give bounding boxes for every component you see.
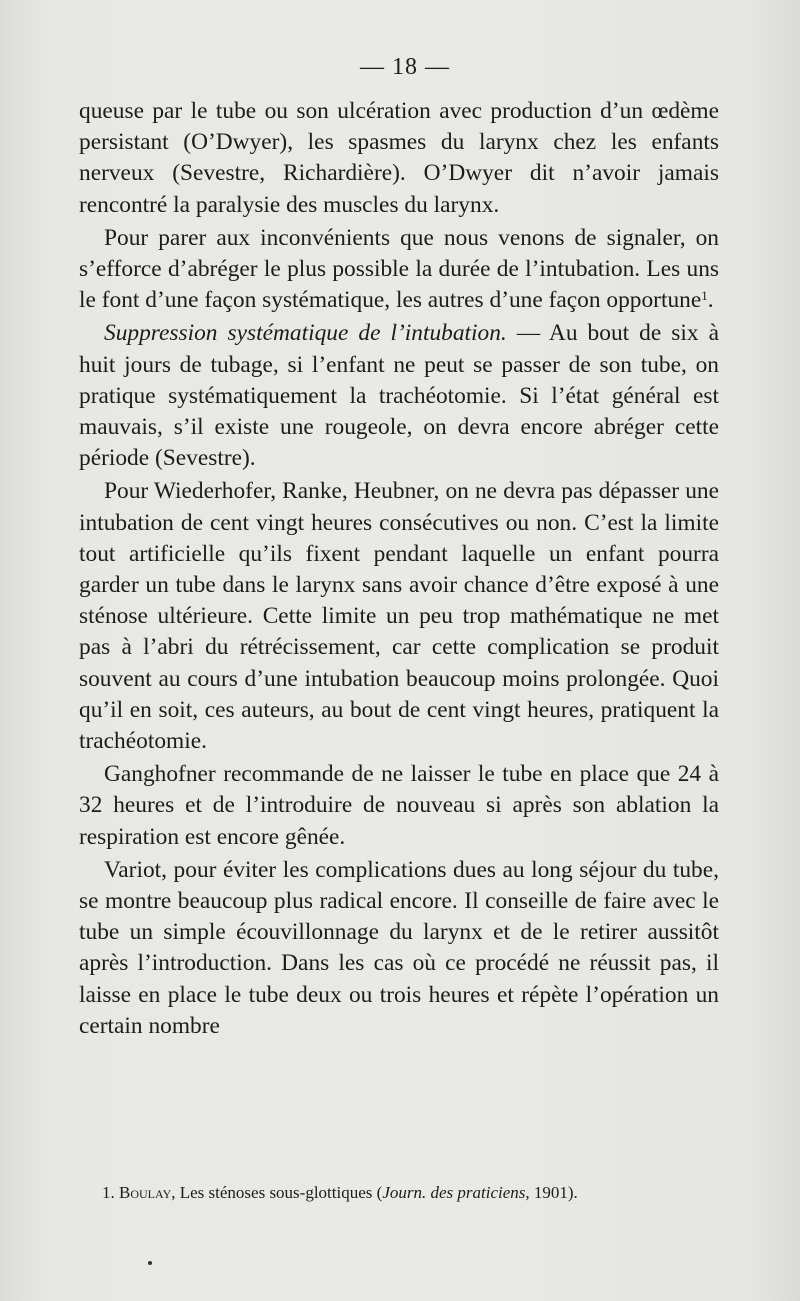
footnote-marker: 1. xyxy=(102,1183,115,1202)
paragraph-4: Pour Wiederhofer, Ranke, Heubner, on ne devra pas dépasser une intubation de cent vingt heures consécutives ou non. C’est la limite tout artificielle qu’ils fixent pendant laquelle un enfant pourra garder un tube dans le larynx sans avoir chance d’être exposé à une sténose ultérieure. Cette limite un peu trop mathématique ne met pas à l’abri du rétrécissement, car cette complication se produit souvent au cours d’une intubation beaucoup moins prolongée. Quoi qu’il en soit, ces auteurs, au bout de cent vingt heures, pratiquent la trachéotomie. xyxy=(79,478,719,755)
paragraph-1: queuse par le tube ou son ulcération avec production d’un œdème persistant (O’Dwyer), les spasmes du larynx chez les enfants nerveux (Sevestre, Richardière). O’Dwyer dit n’avoir jamais rencontré la paralysie des muscles du larynx. xyxy=(79,98,719,218)
footnote-author: Boulay, xyxy=(119,1183,176,1202)
paragraph-5: Ganghofner recommande de ne laisser le tube en place que 24 à 32 heures et de l’introduire de nouveau si après son ablation la respiration est encore gênée. xyxy=(79,761,719,850)
paragraph-6: Variot, pour éviter les complications dues au long séjour du tube, se montre beaucoup plus radical encore. Il conseille de faire avec le tube un simple écouvillonnage du larynx et de le retirer aussitôt après l’introduction. Dans les cas où ce procédé ne réussit pas, il laisse en place le tube deux ou trois heures et répète l’opération un certain nombre xyxy=(79,856,719,1039)
footnote-journal: Journ. des praticiens, xyxy=(382,1183,530,1202)
footnote-year: 1901). xyxy=(529,1183,578,1202)
paragraph-3 xyxy=(79,318,719,474)
footnote-reference: 1 xyxy=(701,288,708,304)
body-text xyxy=(79,96,719,1042)
footnote-title: Les sténoses sous-glottiques ( xyxy=(175,1183,383,1202)
paragraph-2-text: Pour parer aux inconvénients que nous venons de signaler, on s’efforce d’abréger le plus possible la durée de l’intubation. Les uns le font d’une façon systématique, les autres d’une façon opportune xyxy=(79,224,719,314)
paragraph-3-text: — Au bout de six à huit jours de tubage, si l’enfant ne peut se passer de son tube, on pratique systématiquement la trachéotomie. Si l’état général est mauvais, s’il existe une rougeole, on devra encore abréger cette période (Sevestre). xyxy=(79,320,719,472)
paragraph-2 xyxy=(79,223,719,317)
page-number: — 18 — xyxy=(360,54,450,80)
print-speck xyxy=(148,1261,152,1265)
section-heading-italic: Suppression systématique de l’intubation. xyxy=(104,320,507,347)
paragraph-2-end: . xyxy=(707,287,714,314)
footnote xyxy=(102,1181,722,1205)
